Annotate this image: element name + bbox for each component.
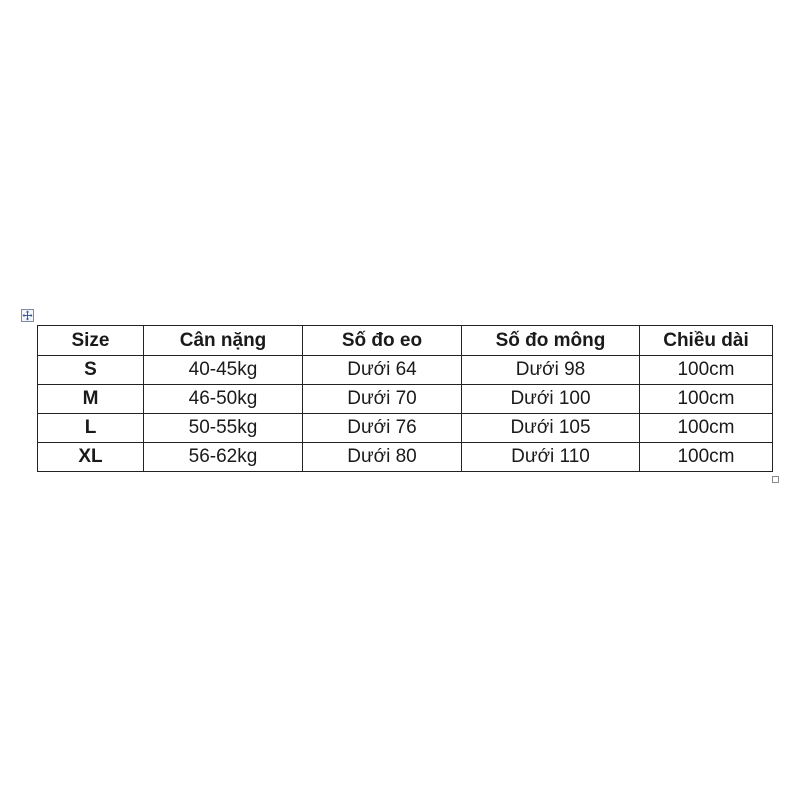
table-row [38,414,773,443]
cell-size[interactable]: S [38,356,144,385]
table-row [38,443,773,472]
header-weight[interactable]: Cân nặng [144,326,303,356]
cell-hip[interactable]: Dưới 105 [462,414,640,443]
table-resize-icon[interactable] [772,476,779,483]
cell-length[interactable]: 100cm [640,356,773,385]
table-row [38,356,773,385]
size-chart-table [37,325,773,472]
cell-waist[interactable]: Dưới 76 [303,414,462,443]
cell-size[interactable]: XL [38,443,144,472]
cell-hip[interactable]: Dưới 98 [462,356,640,385]
cell-size[interactable]: L [38,414,144,443]
header-hip[interactable]: Số đo mông [462,326,640,356]
cell-weight[interactable]: 46-50kg [144,385,303,414]
cell-weight[interactable]: 40-45kg [144,356,303,385]
move-arrows-icon [22,310,33,321]
header-size[interactable]: Size [38,326,144,356]
cell-waist[interactable]: Dưới 70 [303,385,462,414]
table-row [38,385,773,414]
table-header-row [38,326,773,356]
cell-weight[interactable]: 50-55kg [144,414,303,443]
cell-hip[interactable]: Dưới 100 [462,385,640,414]
cell-length[interactable]: 100cm [640,443,773,472]
cell-size[interactable]: M [38,385,144,414]
table-move-icon[interactable] [21,309,34,322]
cell-length[interactable]: 100cm [640,385,773,414]
cell-hip[interactable]: Dưới 110 [462,443,640,472]
cell-waist[interactable]: Dưới 64 [303,356,462,385]
cell-waist[interactable]: Dưới 80 [303,443,462,472]
cell-weight[interactable]: 56-62kg [144,443,303,472]
header-length[interactable]: Chiều dài [640,326,773,356]
cell-length[interactable]: 100cm [640,414,773,443]
header-waist[interactable]: Số đo eo [303,326,462,356]
